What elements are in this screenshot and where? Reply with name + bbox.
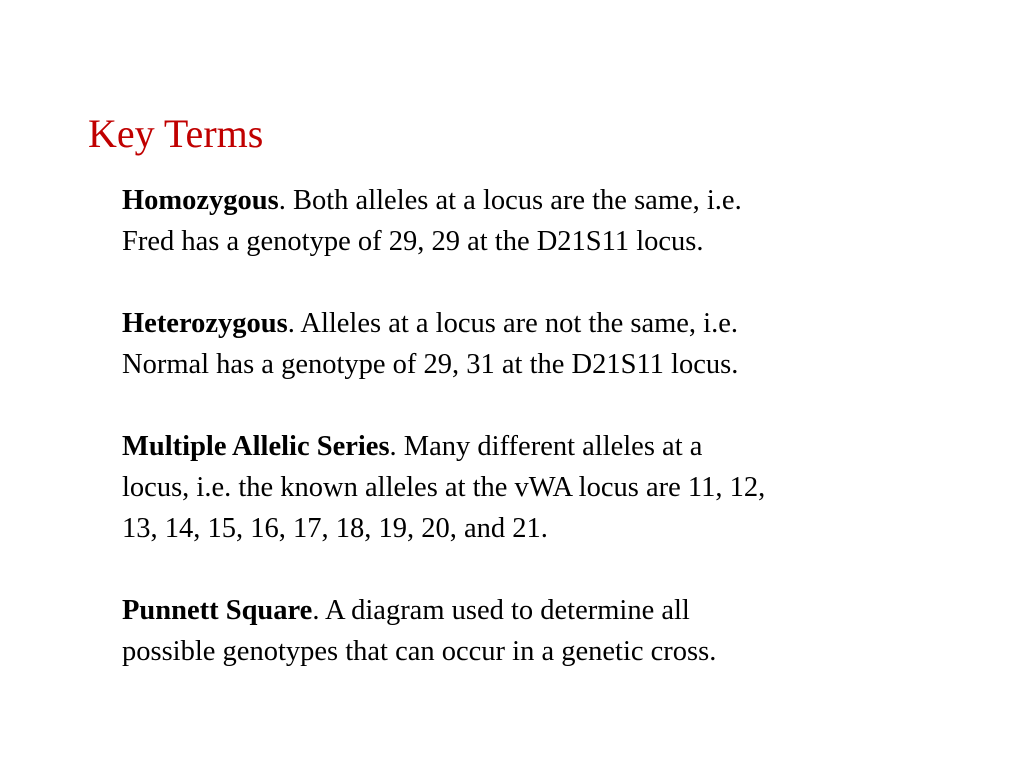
term-homozygous [122, 180, 922, 262]
term-definition-line: Fred has a genotype of 29, 29 at the D21S11 locus. [122, 226, 704, 257]
term-definition-line: possible genotypes that can occur in a genetic cross. [122, 636, 717, 667]
term-punnett-square [122, 590, 922, 672]
term-definition-line: 13, 14, 15, 16, 17, 18, 19, 20, and 21. [122, 513, 548, 544]
term-name: Punnett Square [122, 595, 313, 626]
key-terms-list [122, 180, 922, 713]
term-definition-line: . A diagram used to determine all [312, 595, 690, 626]
term-name: Heterozygous [122, 308, 288, 339]
term-definition-line: locus, i.e. the known alleles at the vWA locus are 11, 12, [122, 472, 766, 503]
term-definition-line: Normal has a genotype of 29, 31 at the D21S11 locus. [122, 349, 739, 380]
slide-title: Key Terms [88, 111, 264, 156]
term-name: Homozygous [122, 185, 279, 216]
term-multiple-allelic-series [122, 426, 922, 549]
term-definition-line: . Alleles at a locus are not the same, i.e. [287, 308, 738, 339]
term-name: Multiple Allelic Series [122, 431, 390, 462]
term-definition-line: . Many different alleles at a [389, 431, 703, 462]
term-heterozygous [122, 303, 922, 385]
term-definition-line: . Both alleles at a locus are the same, i.e. [278, 185, 742, 216]
